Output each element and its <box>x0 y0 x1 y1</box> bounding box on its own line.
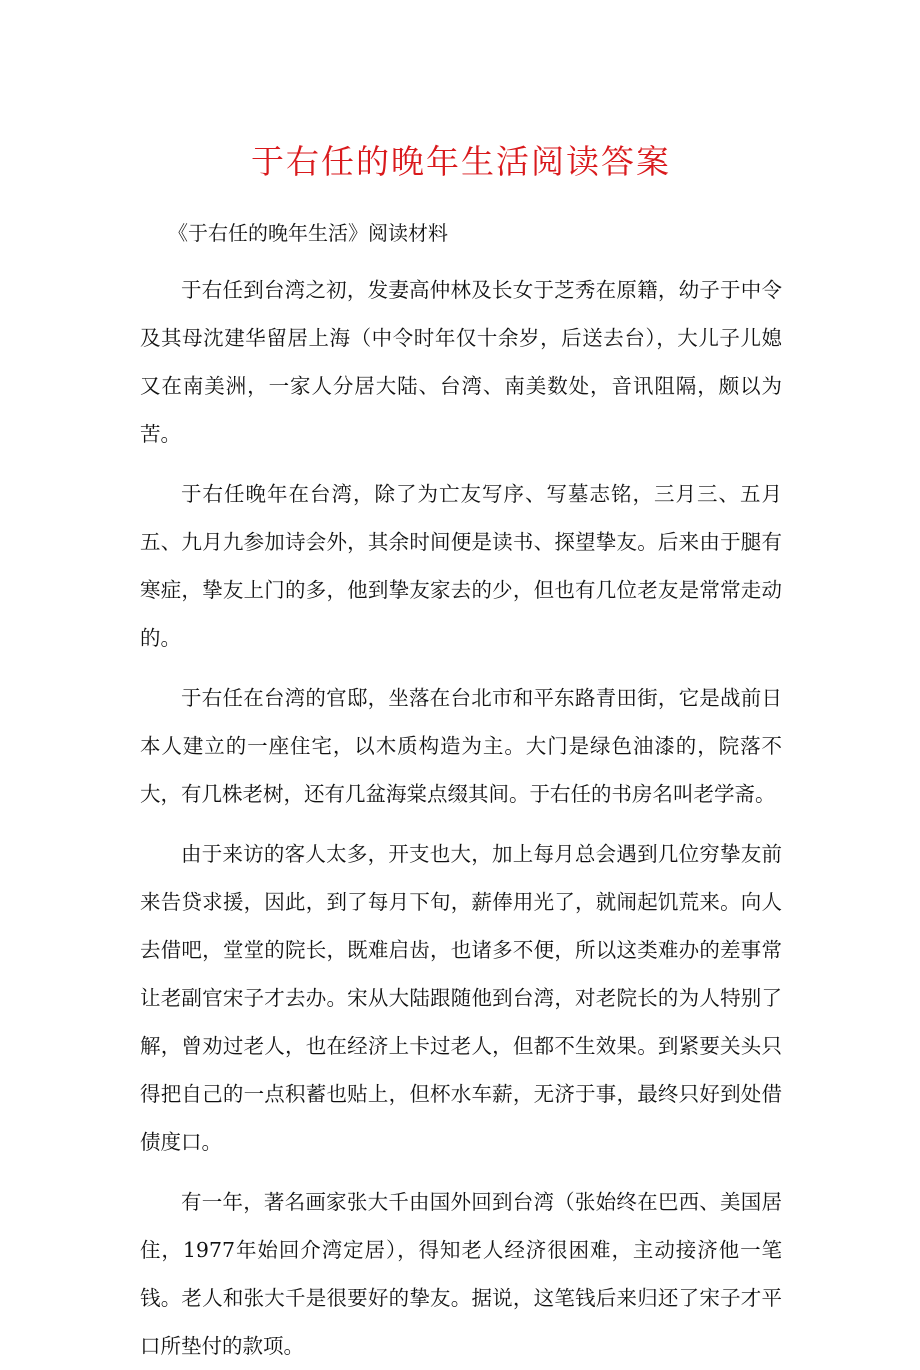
material-subtitle: 《于右任的晚年生活》阅读材料 <box>168 221 448 245</box>
paragraph-4: 由于来访的客人太多，开支也大，加上每月总会遇到几位穷挚友前来告贷求援，因此，到了每月下旬，薪俸用光了，就闹起饥荒来。向人去借吧，堂堂的院长，既难启齿，也诸多不便，所以这类难办的差事常让老副官宋子才去办。宋从大陆跟随他到台湾，对老院长的为人特别了解，曾劝过老人，也在经济上卡过老人，但都不生效果。到紧要关头只得把自己的一点积蓄也贴上，但杯水车薪，无济于事，最终只好到处借债度口。 <box>140 842 782 1154</box>
paragraph-3: 于右任在台湾的官邸，坐落在台北市和平东路青田街，它是战前日本人建立的一座住宅，以木质构造为主。大门是绿色油漆的，院落不大，有几株老树，还有几盆海棠点缀其间。于右任的书房名叫老学斋。 <box>140 686 782 806</box>
paragraph-5: 有一年，著名画家张大千由国外回到台湾（张始终在巴西、美国居住，1977年始回介湾定居），得知老人经济很困难，主动接济他一笔钱。老人和张大千是很要好的挚友。据说，这笔钱后来归还了宋子才平口所垫付的款项。 <box>140 1190 782 1358</box>
document-title: 于右任的晚年生活阅读答案 <box>251 142 671 181</box>
paragraph-1: 于右任到台湾之初，发妻高仲林及长女于芝秀在原籍，幼子于中令及其母沈建华留居上海（中令时年仅十余岁，后送去台），大儿子儿媳又在南美洲，一家人分居大陆、台湾、南美数处，音讯阻隔，颇以为苦。 <box>140 278 782 446</box>
paragraph-2: 于右任晚年在台湾，除了为亡友写序、写墓志铭，三月三、五月五、九月九参加诗会外，其余时间便是读书、探望挚友。后来由于腿有寒症，挚友上门的多，他到挚友家去的少，但也有几位老友是常常走动的。 <box>140 482 782 650</box>
